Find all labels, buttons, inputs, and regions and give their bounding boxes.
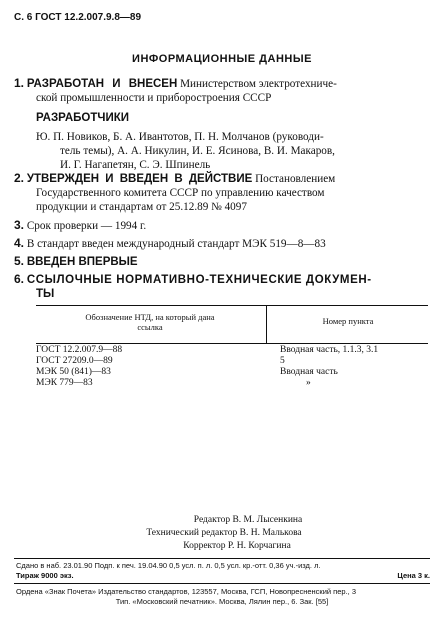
imprint-line-2 (16, 571, 430, 580)
table-col1-header (36, 312, 264, 332)
table-col1-header-line-2: ссылка (137, 322, 163, 332)
item-6 (14, 272, 434, 301)
item-1-number: 1. (14, 76, 25, 90)
item-2-heading: УТВЕРЖДЕН И ВВЕДЕН В ДЕЙСТВИЕ (26, 173, 253, 185)
table-cell-doc: МЭК 50 (841)—83 (36, 367, 111, 377)
developers-line-1: Ю. П. Новиков, Б. А. Ивантотов, П. Н. Молчанов (руководи- (36, 131, 324, 143)
item-3-number: 3. (14, 218, 25, 232)
developers-line-3: И. Г. Нагапетян, С. Э. Шпинель (60, 159, 211, 171)
item-1-text-1: Министерством электротехниче- (180, 78, 337, 90)
item-4 (14, 236, 326, 251)
item-4-number: 4. (14, 236, 25, 250)
item-3 (14, 218, 146, 233)
item-6-heading-1: ССЫЛОЧНЫЕ НОРМАТИВНО-ТЕХНИЧЕСКИЕ ДОКУМЕН- (26, 274, 372, 286)
item-5-heading: ВВЕДЕН ВПЕРВЫЕ (26, 256, 138, 268)
credits-block (0, 514, 444, 553)
table-cell-doc: ГОСТ 27209.0—89 (36, 356, 113, 366)
item-6-number: 6. (14, 272, 25, 286)
table-cell-doc: ГОСТ 12.2.007.9—88 (36, 345, 123, 355)
item-5-number: 5. (14, 254, 25, 268)
page-header: С. 6 ГОСТ 12.2.007.9.8—89 (14, 12, 142, 23)
imprint-line-4: Тип. «Московский печатник». Москва, Лялин пер., 6. Зак. [55] (115, 597, 329, 606)
developers-block (36, 111, 436, 172)
item-1-heading: РАЗРАБОТАН И ВНЕСЕН (26, 78, 178, 90)
item-2-number: 2. (14, 171, 25, 185)
credits-corrector: Корректор Р. Н. Корчагина (183, 541, 291, 551)
imprint-top-rule (14, 558, 430, 559)
table-header-rule (36, 343, 428, 344)
table-cell-ref: Вводная часть (280, 367, 338, 377)
item-2-text-1: Постановлением (255, 173, 336, 185)
imprint-line-1: Сдано в наб. 23.01.90 Подп. к печ. 19.04.90 0,5 усл. п. л. 0,5 усл. кр.-отт. 0,36 уч.-изд. л. (16, 561, 321, 570)
item-1 (14, 76, 430, 105)
table-row (36, 356, 428, 367)
imprint-print-run: Тираж 9000 экз. (16, 571, 74, 580)
item-2-text-2: Государственного комитета СССР по управлению качеством (36, 187, 325, 199)
table-cell-ref: 5 (280, 356, 285, 366)
item-5 (14, 254, 138, 269)
developers-line-2: тель темы), А. А. Никулин, И. Е. Ясинова, В. И. Макаров, (60, 145, 335, 157)
page-title: ИНФОРМАЦИОННЫЕ ДАННЫЕ (132, 53, 312, 65)
imprint-mid-rule (14, 583, 430, 584)
imprint-line-3: Ордена «Знак Почета» Издательство стандартов, 123557, Москва, ГСП, Новопресненский пер., 3 (16, 587, 356, 596)
item-3-text: Срок проверки — 1994 г. (26, 220, 147, 232)
table-row (36, 367, 428, 378)
table-col1-header-line-1: Обозначение НТД, на который дана (85, 312, 215, 322)
table-header-divider (266, 305, 267, 343)
table-cell-doc: МЭК 779—83 (36, 378, 93, 388)
developers-heading: РАЗРАБОТЧИКИ (36, 112, 129, 124)
credits-editor: Редактор В. М. Лысенкина (193, 515, 303, 525)
credits-tech-editor: Технический редактор В. Н. Малькова (146, 528, 302, 538)
item-2-text-3: продукции и стандартам от 25.12.89 № 4097 (36, 201, 247, 213)
table-col2-header: Номер пункта (322, 316, 374, 326)
item-4-text: В стандарт введен международный стандарт МЭК 519—8—83 (26, 238, 326, 250)
table-cell-ref: Вводная часть, 1.1.3, 3.1 (280, 345, 379, 355)
item-6-heading-2: ТЫ (36, 288, 55, 300)
imprint-price: Цена 3 к. (397, 571, 430, 580)
item-1-text-2: ской промышленности и приборостроения СССР (36, 92, 272, 104)
table-top-rule (36, 305, 428, 306)
item-2 (14, 171, 434, 214)
table-cell-ref: » (306, 378, 311, 388)
table-row (36, 345, 428, 356)
table-body (36, 345, 428, 389)
table-row (36, 378, 428, 389)
